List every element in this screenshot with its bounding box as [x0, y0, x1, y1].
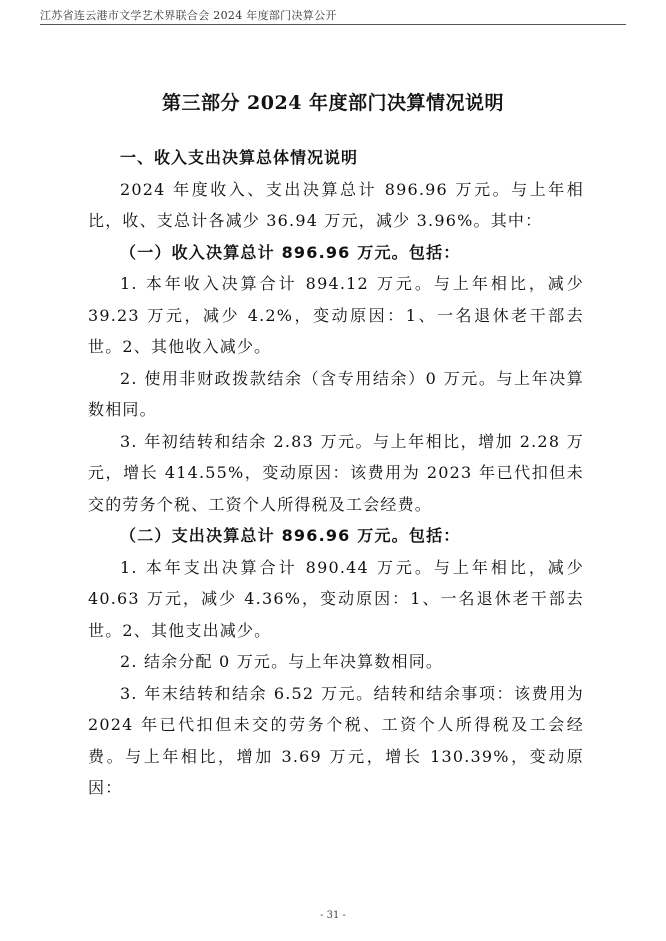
page-number: - 31 -: [320, 910, 346, 921]
income-item-1: 1. 本年收入决算合计 894.12 万元。与上年相比，减少 39.23 万元，减少 4.2%，变动原因：1、一名退休老干部去世。2、其他收入减少。: [88, 274, 584, 356]
expense-heading: （二）支出决算总计 896.96 万元。包括：: [120, 526, 461, 545]
running-header: 江苏省连云港市文学艺术界联合会 2024 年度部门决算公开: [40, 9, 337, 22]
expense-item-1: 1. 本年支出决算合计 890.44 万元。与上年相比，减少 40.63 万元，减少 4.36%，变动原因：1、一名退休老干部去世。2、其他支出减少。: [88, 557, 584, 640]
expense-item-3: 3. 年末结转和结余 6.52 万元。结转和结余事项：该费用为 2024 年已代扣但未交的劳务个税、工资个人所得税及工会经费。与上年相比，增加 3.69 万元，增长 130.39%，变动原因：: [88, 683, 584, 797]
header-divider: [40, 24, 626, 25]
summary-paragraph: 2024 年度收入、支出决算总计 896.96 万元。与上年相比，收、支总计各减少 36.94 万元，减少 3.96%。其中：: [88, 179, 584, 230]
section-heading-overview: 一、收入支出决算总体情况说明: [120, 148, 359, 167]
document-body: [88, 142, 584, 804]
income-heading: （一）收入决算总计 896.96 万元。包括：: [120, 242, 461, 262]
expense-item-2: 2. 结余分配 0 万元。与上年决算数相同。: [120, 652, 444, 671]
income-item-3: 3. 年初结转和结余 2.83 万元。与上年相比，增加 2.28 万元，增长 414.55%，变动原因：该费用为 2023 年已代扣但未交的劳务个税、工资个人所得税及工会经费。: [88, 431, 584, 514]
document-title: 第三部分 2024 年度部门决算情况说明: [161, 92, 505, 114]
income-item-2: 2. 使用非财政拨款结余（含专用结余）0 万元。与上年决算数相同。: [88, 368, 584, 419]
